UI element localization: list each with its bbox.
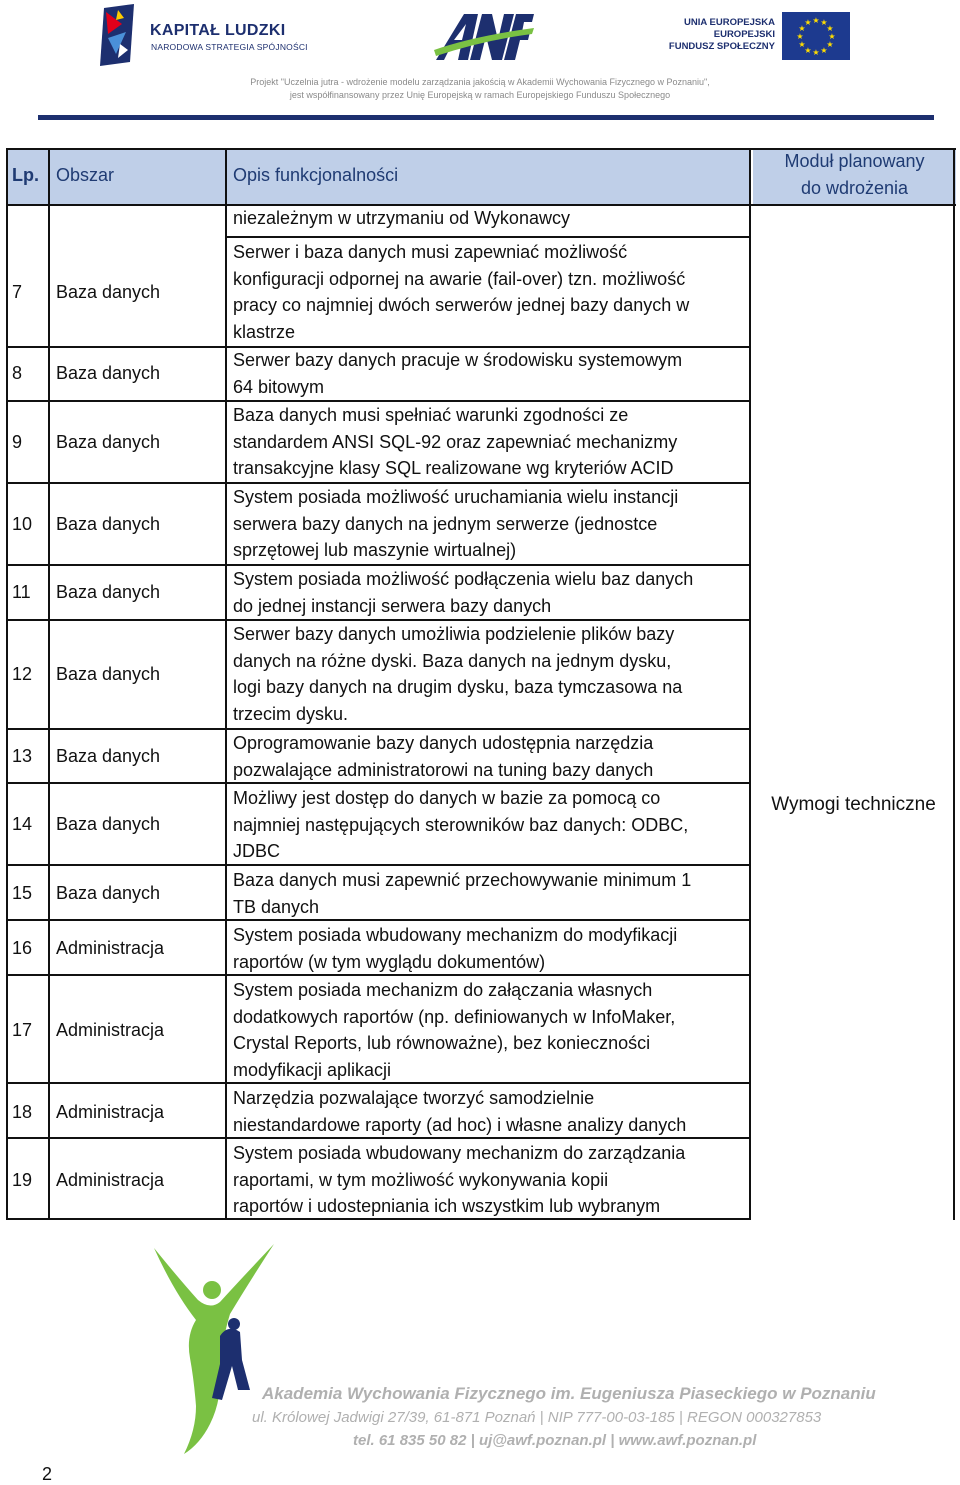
grid-line: [48, 148, 50, 1220]
description-line: pozwalające administratorowi na tuning bazy danych: [233, 759, 654, 780]
svg-text:★: ★: [812, 48, 820, 57]
kapital-ludzki-subtitle: NARODOWA STRATEGIA SPÓJNOŚCI: [151, 42, 308, 52]
row-description: [233, 977, 675, 1083]
row-number: 12: [12, 664, 33, 684]
footer-contact: tel. 61 835 50 82 | uj@awf.poznan.pl | www.awf.poznan.pl: [353, 1432, 757, 1449]
row-area: Baza danych: [56, 746, 161, 766]
svg-text:★: ★: [798, 24, 806, 33]
row-description: [233, 239, 689, 345]
footer-institution: Akademia Wychowania Fizycznego im. Eugeniusza Piaseckiego w Poznaniu: [262, 1384, 876, 1403]
row-area: Baza danych: [56, 582, 161, 602]
description-line: do jednej instancji serwera bazy danych: [233, 595, 552, 616]
eu-label-line: EUROPEJSKI: [713, 29, 775, 40]
grid-line: [225, 236, 751, 238]
description-line: Możliwy jest dostęp do danych w bazie za pomocą co: [233, 788, 661, 808]
header-module: do wdrożenia: [800, 178, 909, 198]
row-description: [233, 730, 653, 783]
description-line: Baza danych musi zapewnić przechowywanie minimum 1: [233, 870, 692, 890]
row-number: 9: [12, 432, 23, 452]
description-line: raportów (w tym wyglądu dokumentów): [233, 951, 546, 972]
description-line: danych na różne dyski. Baza danych na jednym dysku,: [233, 650, 672, 671]
header-lp: Lp.: [12, 165, 39, 185]
description-line: trzecim dysku.: [233, 703, 349, 724]
row-description: [233, 922, 677, 975]
svg-text:★: ★: [796, 32, 804, 41]
eu-label-line: FUNDUSZ SPOŁECZNY: [668, 41, 775, 52]
description-line: transakcyjne klasy SQL realizowane wg kryteriów ACID: [233, 458, 674, 478]
project-note-line: jest współfinansowany przez Unię Europejską w ramach Europejskiego Funduszu Społecznego: [289, 90, 671, 100]
description-line: Serwer bazy danych pracuje w środowisku systemowym: [233, 350, 683, 370]
row-description: [233, 484, 678, 564]
description-line: standardem ANSI SQL-92 oraz zapewniać mechanizmy: [233, 431, 678, 452]
header-area: Obszar: [56, 165, 115, 185]
row-description: [233, 867, 691, 920]
description-line: raportów i udostepniania ich wszystkim lub wybranym: [233, 1196, 661, 1216]
description-line: konfiguracji odpornej na awarie (fail-over) tzn. możliwość: [233, 268, 686, 289]
description-line: modyfikacji aplikacji: [233, 1059, 392, 1080]
description-line: Crystal Reports, lub równoważne), bez konieczności: [233, 1033, 651, 1053]
svg-text:★: ★: [798, 40, 806, 49]
row-description: [233, 402, 677, 482]
footer-address: ul. Królowej Jadwigi 27/39, 61-871 Poznań | NIP 777-00-03-185 | REGON 000327853: [252, 1409, 822, 1426]
row-number: 15: [12, 883, 33, 903]
description-line: TB danych: [233, 896, 320, 917]
row-number: 14: [12, 814, 33, 834]
row-area: Baza danych: [56, 363, 161, 383]
description-line: Narzędzia pozwalające tworzyć samodzielnie: [233, 1088, 595, 1108]
header-description: Opis funkcjonalności: [233, 165, 399, 185]
description-line: raportami, w tym możliwość wykonywania kopii: [233, 1169, 609, 1190]
row-description: [233, 1085, 686, 1138]
description-line: sprzętowej lub maszynie wirtualnej): [233, 540, 517, 560]
description-line: niestandardowe raporty (ad hoc) i własne analizy danych: [233, 1114, 687, 1135]
row-area: Administracja: [56, 1020, 165, 1040]
row-area: Administracja: [56, 1170, 165, 1190]
grid-line: [6, 148, 956, 150]
description-line: dodatkowych raportów (np. definiowanych w InfoMaker,: [233, 1006, 676, 1027]
row-number: 17: [12, 1020, 33, 1040]
description-line: 64 bitowym: [233, 376, 325, 397]
row-number: 11: [12, 582, 31, 602]
requirements-table: [6, 148, 956, 1220]
grid-line: [953, 148, 955, 1220]
svg-text:★: ★: [820, 46, 828, 55]
row-number: 19: [12, 1170, 33, 1190]
description-line: System posiada możliwość uruchamiania wielu instancji: [233, 487, 679, 507]
row-description: [233, 785, 688, 865]
awf-logo: [434, 10, 534, 62]
row-area: Baza danych: [56, 432, 161, 452]
description-line: logi bazy danych na drugim dysku, baza tymczasowa na: [233, 677, 683, 697]
grid-line: [749, 148, 751, 1220]
row-area: Baza danych: [56, 664, 161, 684]
row-number: 8: [12, 363, 23, 383]
description-line: System posiada wbudowany mechanizm do modyfikacji: [233, 925, 678, 945]
row-description: [233, 621, 682, 727]
row-number: 16: [12, 938, 33, 958]
page-number: 2: [42, 1464, 53, 1484]
description-line: System posiada możliwość podłączenia wielu baz danych: [233, 569, 694, 589]
header-module: Moduł planowany: [784, 151, 925, 171]
header-divider: [38, 115, 934, 120]
row-description: [233, 347, 682, 400]
description-line: najmniej następujących sterowników baz danych: ODBC,: [233, 814, 689, 835]
project-note: [230, 76, 730, 102]
description-line: System posiada mechanizm do załączania własnych: [233, 980, 653, 1000]
project-note-line: Projekt "Uczelnia jutra - wdrożenie modelu zarządzania jakością w Akademii Wychowania Fizycznego w Poznaniu",: [250, 77, 710, 87]
svg-text:★: ★: [826, 40, 834, 49]
row-area: Baza danych: [56, 814, 161, 834]
row-area: Baza danych: [56, 883, 161, 903]
description-line: pracy co najmniej dwóch serwerów jednej bazy danych w: [233, 295, 690, 315]
continuation-text: niezależnym w utrzymaniu od Wykonawcy: [233, 208, 570, 228]
svg-text:★: ★: [828, 32, 836, 41]
row-number: 7: [12, 282, 23, 302]
description-line: Baza danych musi spełniać warunki zgodności ze: [233, 405, 629, 425]
description-line: serwera bazy danych na jednym serwerze (jednostce: [233, 513, 658, 534]
module-value: Wymogi techniczne: [771, 794, 936, 815]
row-number: 18: [12, 1102, 33, 1122]
eu-label-line: UNIA EUROPEJSKA: [684, 17, 775, 28]
eu-fund-label: [660, 17, 775, 53]
row-number: 13: [12, 746, 33, 766]
row-area: Administracja: [56, 938, 165, 958]
svg-text:★: ★: [804, 46, 812, 55]
svg-text:★: ★: [820, 18, 828, 27]
row-description: [233, 566, 693, 619]
row-number: 10: [12, 514, 33, 534]
row-description: [233, 1140, 685, 1220]
description-line: Serwer i baza danych musi zapewniać możliwość: [233, 242, 628, 262]
description-line: JDBC: [233, 841, 281, 861]
svg-text:★: ★: [812, 16, 820, 25]
row-area: Baza danych: [56, 514, 161, 534]
description-line: klastrze: [233, 321, 296, 342]
kapital-ludzki-title: KAPITAŁ LUDZKI: [150, 22, 286, 39]
description-line: Serwer bazy danych umożliwia podzielenie plików bazy: [233, 624, 675, 644]
eu-flag-icon: [782, 12, 850, 60]
description-line: Oprogramowanie bazy danych udostępnia narzędzia: [233, 733, 654, 753]
row-area: Administracja: [56, 1102, 165, 1122]
page-header: [0, 0, 960, 125]
svg-text:★: ★: [804, 18, 812, 27]
description-line: System posiada wbudowany mechanizm do zarządzania: [233, 1143, 686, 1163]
svg-text:★: ★: [826, 24, 834, 33]
grid-line: [225, 148, 227, 1220]
row-area: Baza danych: [56, 282, 161, 302]
grid-line: [6, 148, 8, 1220]
